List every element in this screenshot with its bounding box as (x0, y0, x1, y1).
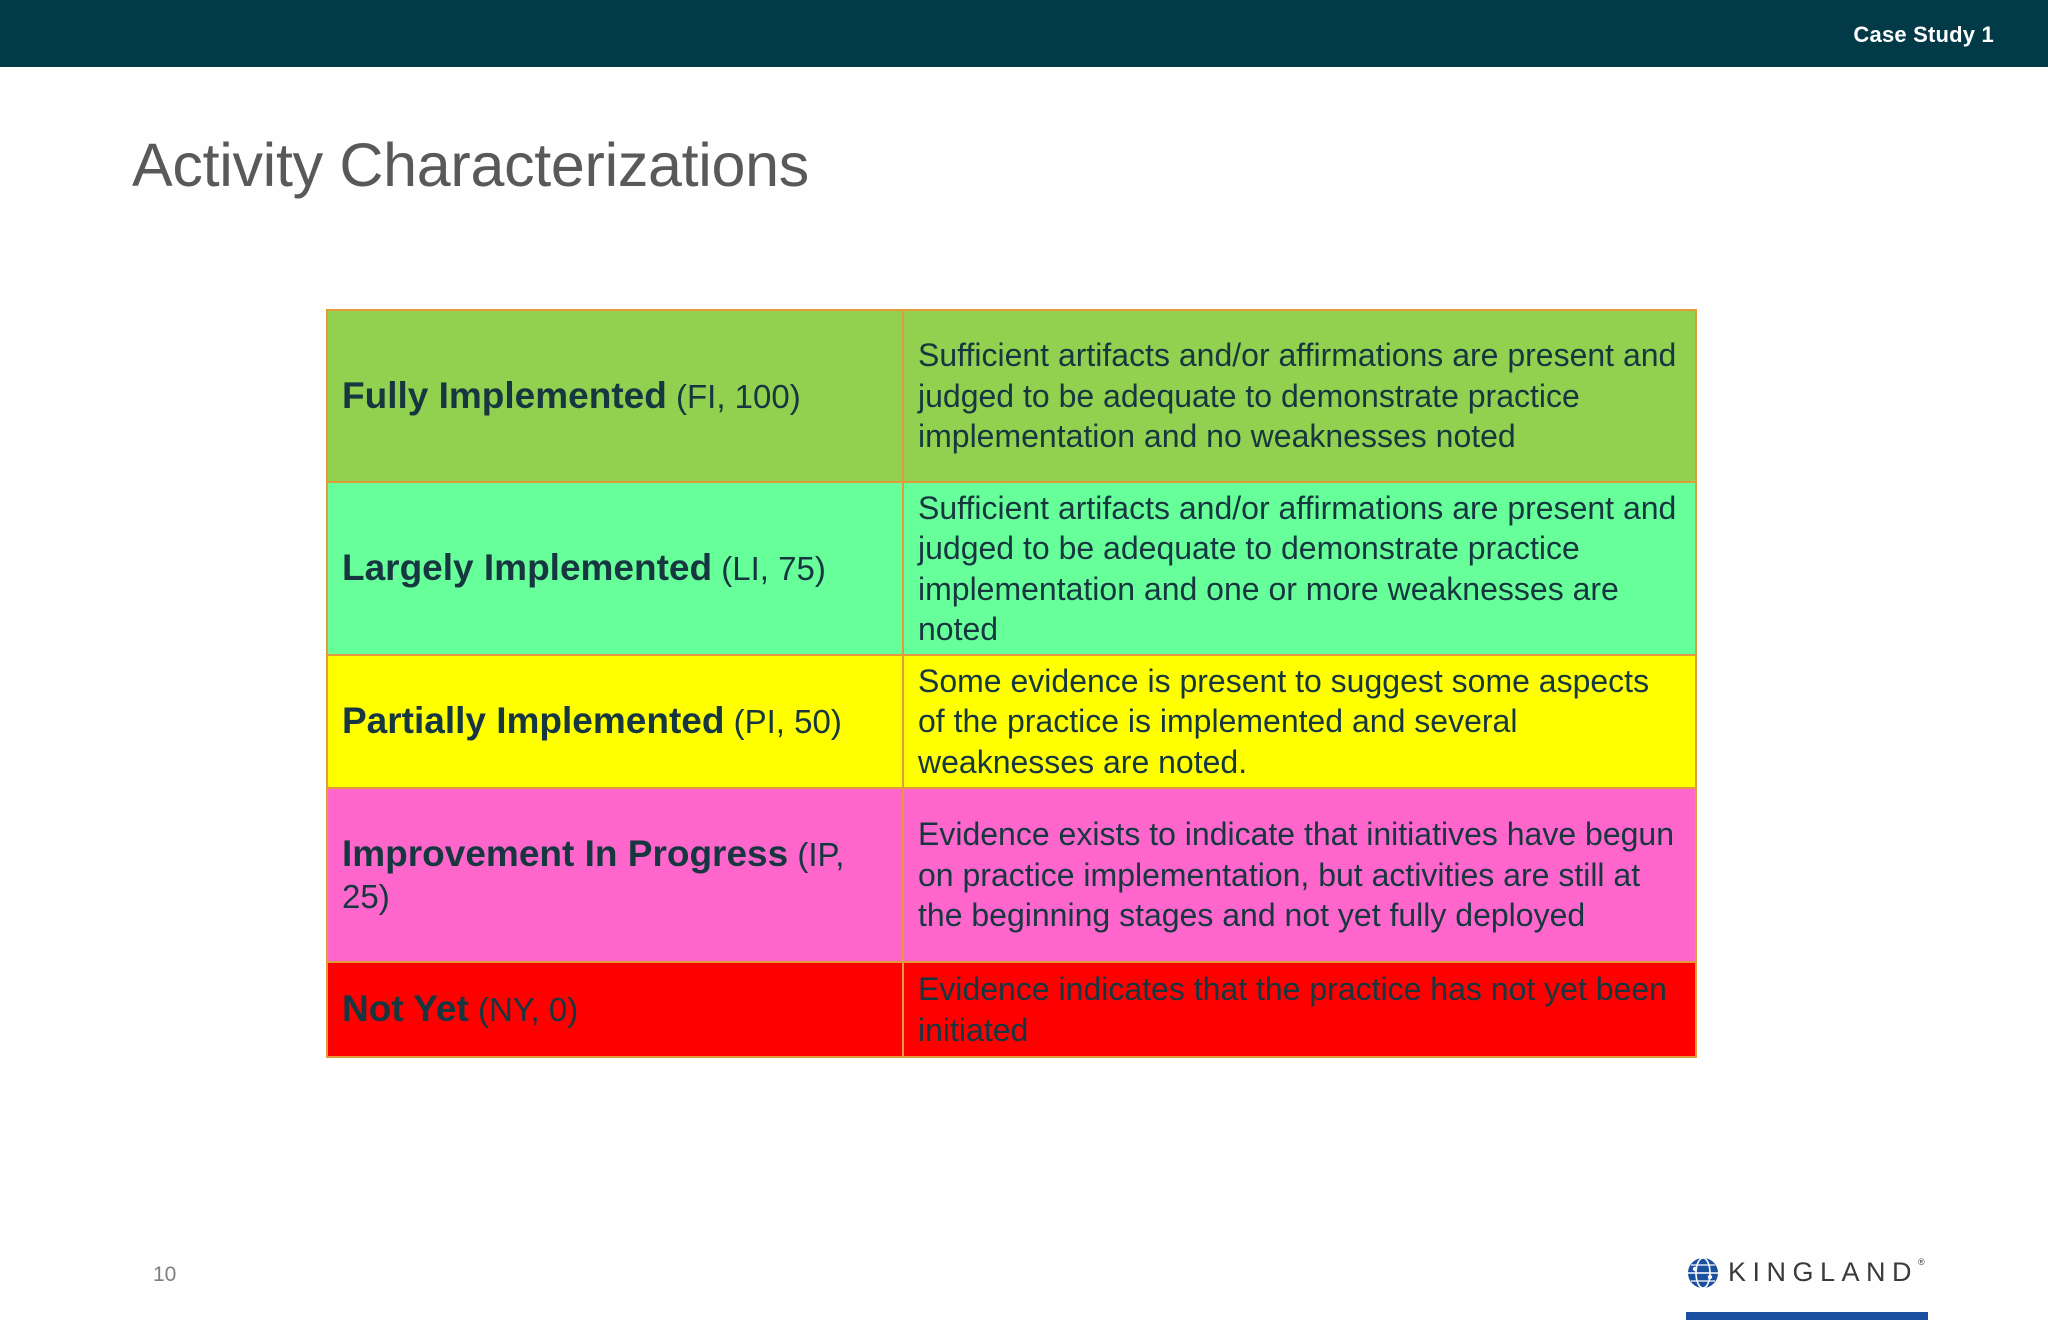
table-row (327, 310, 1696, 482)
level-description: Sufficient artifacts and/or affirmations are present and judged to be adequate to demonstrate practice implementation and one or more weaknesses are noted (903, 482, 1696, 655)
case-study-label: Case Study 1 (1853, 22, 1994, 47)
table-row (327, 962, 1696, 1057)
level-cell (327, 962, 903, 1057)
level-cell (327, 655, 903, 788)
characterization-table (326, 309, 1697, 1058)
slide-title: Activity Characterizations (132, 131, 809, 199)
table-row (327, 788, 1696, 962)
level-description: Sufficient artifacts and/or affirmations are present and judged to be adequate to demonstrate practice implementation and no weaknesses noted (903, 310, 1696, 482)
table-row (327, 655, 1696, 788)
level-name: Partially Implemented (342, 700, 725, 741)
level-code: (LI, 75) (712, 550, 826, 587)
level-name: Largely Implemented (342, 547, 713, 588)
logo-underline (1686, 1312, 1928, 1320)
globe-icon (1686, 1256, 1720, 1290)
table-row (327, 482, 1696, 655)
level-name: Improvement In Progress (342, 832, 789, 874)
level-cell (327, 482, 903, 655)
kingland-logo (1686, 1256, 1931, 1320)
level-description: Some evidence is present to suggest some aspects of the practice is implemented and several weaknesses are noted. (903, 655, 1696, 788)
page-number: 10 (153, 1263, 177, 1286)
logo-wordmark: KINGLAND® (1728, 1257, 1925, 1287)
level-description: Evidence exists to indicate that initiatives have begun on practice implementation, but activities are still at the beginning stages and not yet fully deployed (903, 788, 1696, 962)
level-cell (327, 310, 903, 482)
level-code: (IP, 25) (342, 835, 845, 915)
level-name: Fully Implemented (342, 374, 667, 416)
header-bar (0, 0, 2048, 67)
level-description: Evidence indicates that the practice has not yet been initiated (903, 962, 1696, 1057)
level-name: Not Yet (342, 988, 469, 1029)
level-code: (NY, 0) (468, 991, 579, 1028)
level-cell (327, 788, 903, 962)
level-code: (FI, 100) (666, 377, 801, 415)
level-code: (PI, 50) (724, 703, 842, 740)
